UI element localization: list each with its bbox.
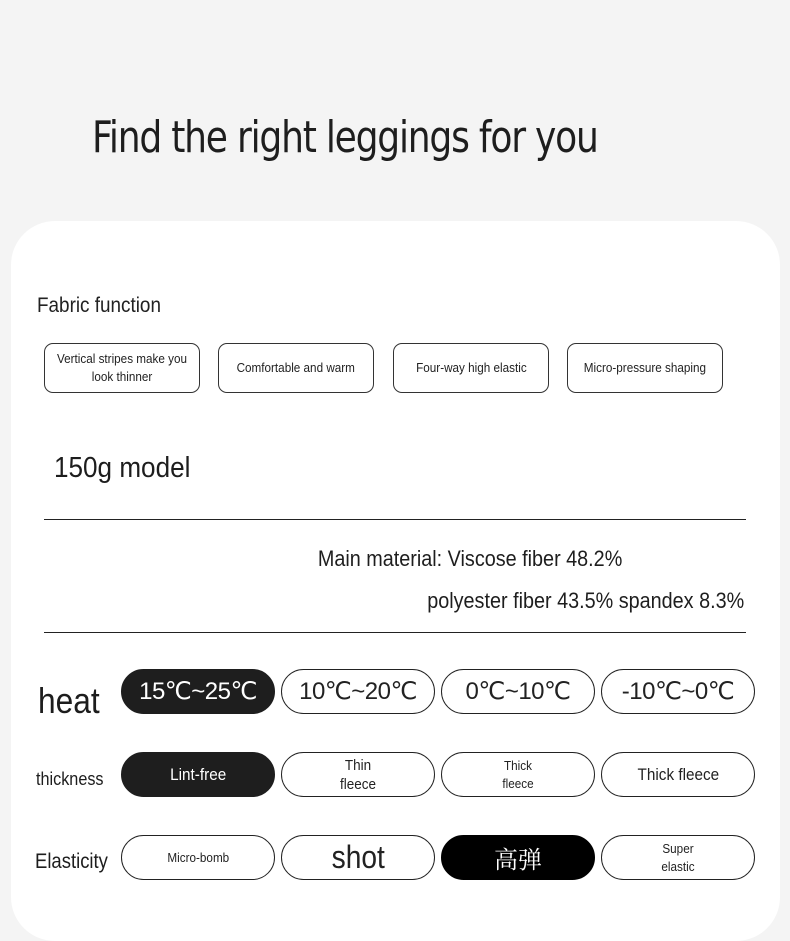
elasticity-option-text: 高弹	[494, 846, 542, 874]
material-line-1: Main material: Viscose fiber 48.2%	[317, 546, 622, 571]
elasticity-label: Elasticity	[35, 850, 108, 873]
divider-top	[44, 519, 746, 520]
heat-option-minus10-0[interactable]	[601, 669, 755, 714]
heat-option-0-10[interactable]	[441, 669, 595, 714]
thickness-option-text: Thick fleece	[637, 765, 719, 784]
heat-option-10-20[interactable]	[281, 669, 435, 714]
elasticity-option-text: shot	[331, 839, 385, 875]
thickness-option-lint-free[interactable]	[121, 752, 275, 797]
fabric-function-label: Fabric function	[37, 294, 161, 317]
thickness-option-thin-fleece[interactable]	[281, 752, 435, 797]
feature-tag-comfortable-warm	[218, 343, 374, 393]
feature-tag-text: Comfortable and warm	[236, 360, 356, 375]
heat-label: heat	[38, 680, 100, 721]
feature-tag-four-way-elastic	[393, 343, 549, 393]
elasticity-option-high-elastic[interactable]	[441, 835, 595, 880]
heat-option-text: -10℃~0℃	[621, 678, 735, 705]
feature-tag-vertical-stripes	[44, 343, 200, 393]
elasticity-option-shot[interactable]	[281, 835, 435, 880]
elasticity-option-text: Super elastic	[661, 840, 695, 874]
heat-option-text: 0℃~10℃	[465, 678, 571, 705]
heat-option-text: 15℃~25℃	[139, 678, 257, 705]
thickness-label: thickness	[36, 769, 104, 789]
thickness-option-thick-fleece[interactable]	[441, 752, 595, 797]
elasticity-option-micro-bomb[interactable]	[121, 835, 275, 880]
feature-tag-text: Vertical stripes make you look thinner	[56, 351, 188, 384]
model-weight-label: 150g model	[54, 452, 191, 484]
feature-tag-micro-pressure	[567, 343, 723, 393]
divider-bottom	[44, 632, 746, 633]
thickness-option-thick-fleece-2[interactable]	[601, 752, 755, 797]
heat-option-text: 10℃~20℃	[299, 678, 417, 705]
thickness-option-text: Thick fleece	[502, 757, 534, 791]
elasticity-option-super-elastic[interactable]	[601, 835, 755, 880]
heat-option-15-25[interactable]	[121, 669, 275, 714]
feature-tag-text: Four-way high elastic	[415, 360, 527, 375]
page-title: Find the right leggings for you	[92, 112, 598, 163]
material-line-2: polyester fiber 43.5% spandex 8.3%	[427, 588, 744, 613]
elasticity-option-text: Micro-bomb	[167, 849, 229, 865]
feature-tag-text: Micro-pressure shaping	[583, 360, 707, 375]
content-card	[11, 221, 780, 941]
thickness-option-text: Thin fleece	[339, 756, 377, 793]
thickness-option-text: Lint-free	[169, 765, 227, 784]
